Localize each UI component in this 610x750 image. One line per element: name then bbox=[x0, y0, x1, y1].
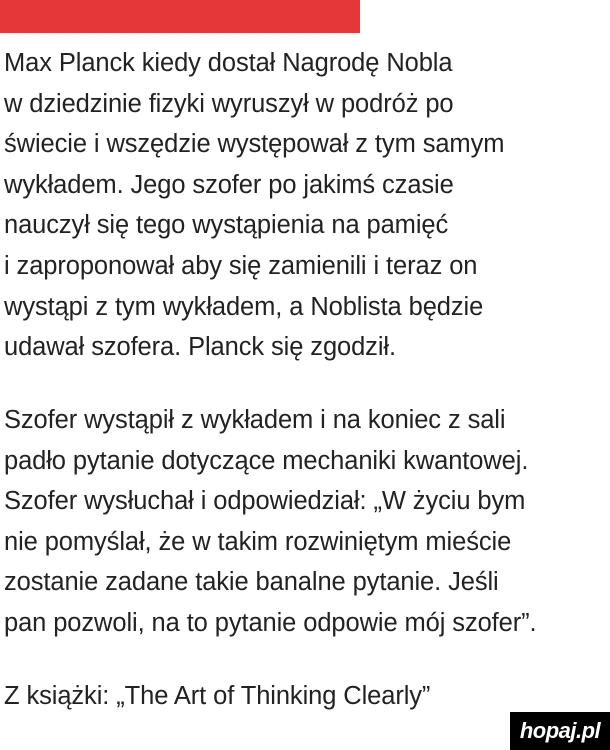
text-line: Z książki: „The Art of Thinking Clearly” bbox=[4, 682, 431, 710]
text-line: wykładem. Jego szofer po jakimś czasie bbox=[4, 170, 454, 199]
text-line: udawał szofera. Planck się zgodził. bbox=[4, 333, 396, 362]
text-line: świecie i wszędzie występował z tym samym bbox=[4, 130, 505, 159]
book-source bbox=[4, 676, 608, 717]
text-line: wystąpi z tym wykładem, a Noblista będzie bbox=[4, 292, 484, 321]
text-line: nauczył się tego wystąpienia na pamięć bbox=[4, 211, 449, 240]
red-header-bar bbox=[0, 0, 360, 33]
text-line: zostanie zadane takie banalne pytanie. Jeśli bbox=[4, 568, 499, 597]
text-line: nie pomyślał, że w takim rozwiniętym mieście bbox=[4, 527, 512, 556]
text-line: Szofer wysłuchał i odpowiedział: „W życiu bym bbox=[4, 487, 526, 516]
text-line: Max Planck kiedy dostał Nagrodę Nobla bbox=[4, 49, 453, 77]
text-line: i zaproponował aby się zamienili i teraz on bbox=[4, 251, 478, 280]
story-paragraph-2 bbox=[4, 400, 608, 644]
site-watermark-logo: hopaj.pl bbox=[510, 712, 610, 750]
text-line: Szofer wystąpił z wykładem i na koniec z sali bbox=[4, 406, 506, 434]
story-paragraph-1 bbox=[4, 43, 608, 368]
text-line: w dziedzinie fizyki wyruszył w podróż po bbox=[4, 89, 454, 118]
text-line: padło pytanie dotyczące mechaniki kwantowej. bbox=[4, 446, 529, 475]
text-line: pan pozwoli, na to pytanie odpowie mój szofer”. bbox=[4, 608, 537, 637]
